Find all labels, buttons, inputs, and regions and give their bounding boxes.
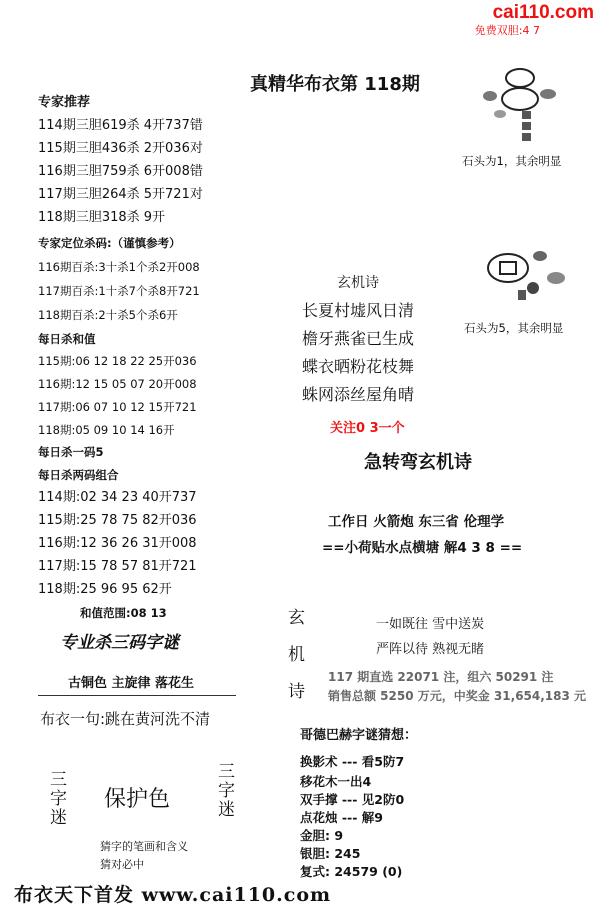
hint-line: 猜对必中 <box>100 858 144 871</box>
kill-heading: 专家定位杀码:（谨慎参考） <box>38 236 181 250</box>
expert-row: 115期三胆436杀 2开036对 <box>38 141 203 156</box>
poem-line: 长夏村墟风日清 <box>302 301 415 320</box>
poem-heading: 玄机诗 <box>337 275 379 291</box>
goldbach-heading: 哥德巴赫字谜猜想： <box>300 728 418 743</box>
stat-line: 销售总额 5250 万元，中奖金 31,654,183 元 <box>328 689 587 703</box>
riddle-words: 古铜色 主旋律 落花生 <box>68 676 195 691</box>
xuan-line: 严阵以待 熟视无睹 <box>376 642 485 657</box>
sum-row: 118期:05 09 10 14 16开 <box>38 423 175 437</box>
guess-line: 点花烛 --- 解9 <box>300 810 383 825</box>
two-row: 114期:02 34 23 40开737 <box>38 490 197 505</box>
kill-row: 118期百杀:2十杀5个杀6开 <box>38 308 178 322</box>
xuan-line: 一如既往 雪中送炭 <box>376 617 485 632</box>
two-row: 115期:25 78 75 82开036 <box>38 513 197 528</box>
hint-line: 猜字的笔画和含义 <box>100 840 188 853</box>
guess-line: 移花木一出4 <box>300 774 372 789</box>
stone-image-2 <box>478 238 588 308</box>
free-double-pick: 免费双胆:4 7 <box>474 24 540 37</box>
page-title: 真精华布衣第 118期 <box>250 74 420 95</box>
guess-line: 双手撑 --- 见2防0 <box>300 792 405 807</box>
gold-pick: 金胆: 9 <box>300 828 344 843</box>
turn-poem-title: 急转弯玄机诗 <box>364 452 472 473</box>
xuan-char: 诗 <box>288 682 305 702</box>
sum-heading: 每日杀和值 <box>38 332 96 346</box>
poem-line: 檐牙燕雀已生成 <box>302 329 415 348</box>
silver-pick: 银胆: 245 <box>300 846 361 861</box>
footer-link[interactable]: 布衣天下首发 www.cai110.com <box>14 884 332 906</box>
expert-heading: 专家推荐 <box>38 95 91 110</box>
expert-row: 117期三胆264杀 5开721对 <box>38 187 203 202</box>
site-logo: cai110.com <box>492 2 594 23</box>
sum-row: 116期:12 15 05 07 20开008 <box>38 377 197 391</box>
stone-caption-2: 石头为5，其余明显 <box>464 321 564 335</box>
lotus-line: ==小荷贴水点横塘 解4 3 8 == <box>322 540 523 556</box>
two-row: 116期:12 36 26 31开008 <box>38 536 197 551</box>
sum-row: 117期:06 07 10 12 15开721 <box>38 400 197 414</box>
stone-caption-1: 石头为1，其余明显 <box>462 154 562 168</box>
sum-range: 和值范围:08 13 <box>80 606 167 620</box>
sum-row: 115期:06 12 18 22 25开036 <box>38 354 197 368</box>
stat-line: 117 期直选 22071 注，组六 50291 注 <box>328 670 554 684</box>
kill-row: 116期百杀:3十杀1个杀2开008 <box>38 260 200 274</box>
buyi-sentence: 布衣一句:跳在黄河洗不清 <box>40 710 211 728</box>
riddle-title: 专业杀三码字谜 <box>60 633 179 653</box>
xuan-char: 玄 <box>288 608 305 628</box>
three-char-riddle-right: 三字迷 <box>214 762 234 819</box>
expert-row: 116期三胆759杀 6开008错 <box>38 164 203 179</box>
two-row: 117期:15 78 57 81开721 <box>38 559 197 574</box>
stone-image-1 <box>470 66 570 146</box>
kill-one-heading: 每日杀一码5 <box>38 445 104 459</box>
kill-two-heading: 每日杀两码组合 <box>38 468 119 482</box>
poem-line: 蝶衣晒粉花枝舞 <box>302 357 415 376</box>
three-char-riddle-left: 三字迷 <box>46 770 66 827</box>
expert-row: 114期三胆619杀 4开737错 <box>38 118 203 133</box>
divider <box>38 695 236 696</box>
kill-row: 117期百杀:1十杀7个杀8开721 <box>38 284 200 298</box>
xuan-char: 机 <box>288 645 305 665</box>
expert-row: 118期三胆318杀 9开 <box>38 210 166 225</box>
workday-line: 工作日 火箭炮 东三省 伦理学 <box>328 514 505 530</box>
two-row: 118期:25 96 95 62开 <box>38 582 172 597</box>
poem-line: 蛛网添丝屋角晴 <box>302 385 415 404</box>
protect-color: 保护色 <box>104 787 171 812</box>
follow-text: 关注0 3一个 <box>330 421 405 436</box>
guess-line: 换影术 --- 看5防7 <box>300 754 405 769</box>
combo-pick: 复式: 24579 (0) <box>300 864 403 879</box>
